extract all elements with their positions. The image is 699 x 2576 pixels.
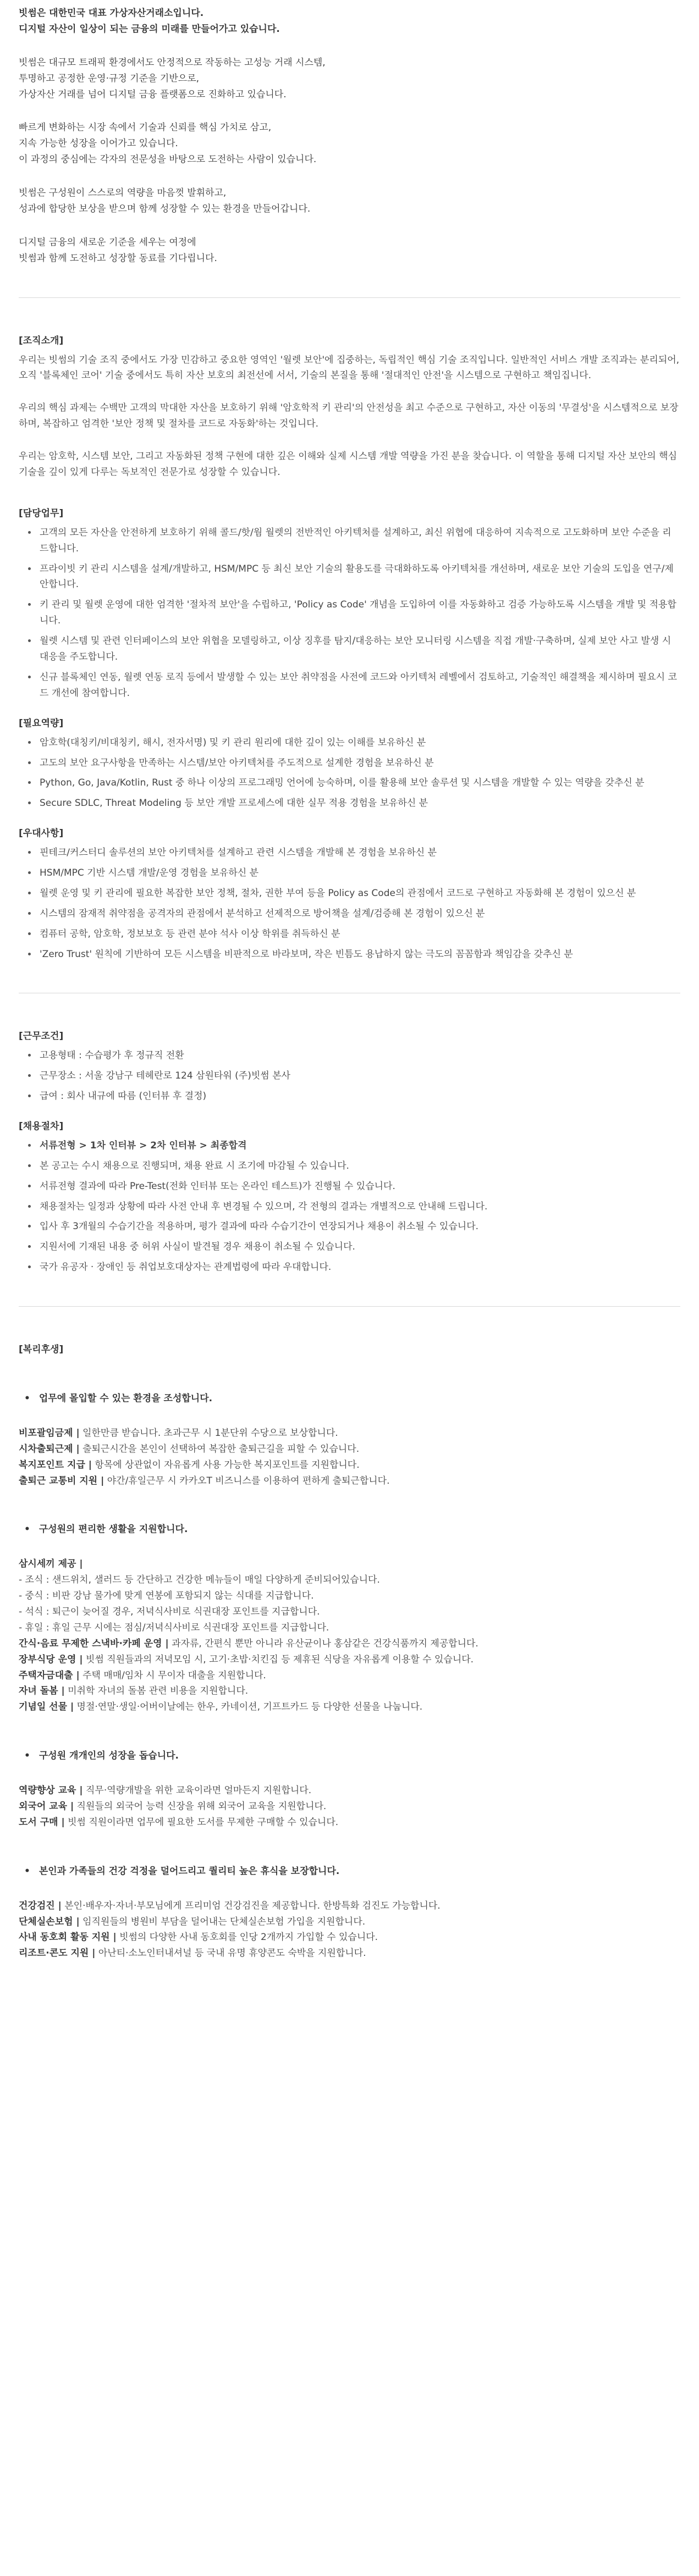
list-item: • 본 공고는 수시 채용으로 진행되며, 채용 완료 시 조기에 마감될 수 있습니다. [37, 1158, 680, 1174]
benefit-line [19, 1425, 680, 1441]
list-item: • 시스템의 잠재적 취약점을 공격자의 관점에서 분석하고 선제적으로 방어책을 설계/검증해 본 경험이 있으신 분 [37, 906, 680, 922]
benefits-section [19, 1342, 680, 1961]
duties-title: [담당업무] [19, 507, 64, 519]
intro-line: 성과에 합당한 보상을 받으며 함께 성장할 수 있는 환경을 만들어갑니다. [19, 203, 311, 215]
intro-line: 디지털 금융의 새로운 기준을 세우는 여정에 [19, 236, 196, 248]
intro-title [19, 5, 680, 37]
benefit-line [19, 1556, 680, 1572]
benefit-label: 장부식당 운영 | [19, 1654, 83, 1665]
benefit-text: 직무·역량개발을 위한 교육이라면 얼마든지 지원합니다. [82, 1785, 312, 1796]
list-item: • 신규 블록체인 연동, 월렛 연동 로직 등에서 발생할 수 있는 보안 취약점을 사전에 코드와 아키텍처 레벨에서 검토하고, 기술적인 해결책을 제시하며 필요시 코드 개선에 참여합니다. [37, 670, 680, 701]
intro-title-line: 빗썸은 대한민국 대표 가상자산거래소입니다. [19, 8, 204, 19]
preferred-title: [우대사항] [19, 828, 64, 839]
benefit-line [19, 1441, 680, 1457]
benefit-text: 출퇴근시간을 본인이 선택하여 복잡한 출퇴근길을 피할 수 있습니다. [79, 1443, 360, 1455]
list-item: • 핀테크/커스터디 솔루션의 보안 아키텍처를 설계하고 관련 시스템을 개발해 본 경험을 보유하신 분 [37, 845, 680, 861]
benefit-label: 복지포인트 지급 | [19, 1459, 92, 1471]
benefit-line [19, 1636, 680, 1652]
org-section [19, 333, 680, 480]
benefit-label: 비포괄임금제 | [19, 1427, 80, 1439]
intro-line: 빗썸은 대규모 트래픽 환경에서도 안정적으로 작동하는 고성능 거래 시스템, [19, 57, 326, 68]
benefit-text: 주택 매매/임차 시 무이자 대출을 지원합니다. [79, 1670, 266, 1681]
list-item: • 고도의 보안 요구사항을 만족하는 시스템/보안 아키텍처를 주도적으로 설계한 경험을 보유하신 분 [37, 755, 680, 771]
section-divider [19, 1306, 680, 1307]
org-paragraph: 우리는 빗썸의 기술 조직 중에서도 가장 민감하고 중요한 영역인 '월렛 보안'에 집중하는, 독립적인 핵심 기술 조직입니다. 일반적인 서비스 개발 조직과는 분리되어, 오직 '블록체인 코어' 기술 중에서도 특히 자산 보호의 최전선에 서서, 기술의 본질을 통해 '절대적인 안전'을 시스템으로 구현하고 책임집니다. [19, 354, 680, 382]
benefit-text: 직원들의 외국어 능력 신장을 위해 외국어 교육을 지원합니다. [74, 1801, 327, 1812]
org-paragraph: 우리의 핵심 과제는 수백만 고객의 막대한 자산을 보호하기 위해 '암호학적 키 관리'의 안전성을 최고 수준으로 구현하고, 자산 이동의 '무결성'을 시스템적으로 보장하며, 복잡하고 엄격한 '보안 정책 및 절차를 코드로 자동화'하는 것입니다. [19, 402, 679, 430]
intro-title-line: 디지털 자산이 일상이 되는 금융의 미래를 만들어가고 있습니다. [19, 23, 280, 35]
intro-line: 빠르게 변화하는 시장 속에서 기술과 신뢰를 핵심 가치로 삼고, [19, 122, 272, 134]
benefit-label: 역량향상 교육 | [19, 1785, 83, 1796]
duties-list [19, 525, 680, 701]
intro-paragraph [19, 235, 680, 267]
benefit-text: 일한만큼 받습니다. 초과근무 시 1분단위 수당으로 보상합니다. [79, 1427, 338, 1439]
list-item: • 고용형태 : 수습평가 후 정규직 전환 [37, 1048, 680, 1064]
benefit-label: 자녀 돌봄 | [19, 1685, 65, 1697]
benefit-label: 간식·음료 무제한 스낵바·카페 운영 | [19, 1638, 169, 1649]
intro-line: 빗썸과 함께 도전하고 성장할 동료를 기다립니다. [19, 252, 217, 264]
list-item: • 급여 : 회사 내규에 따름 (인터뷰 후 결정) [37, 1088, 680, 1104]
benefit-label: 사내 동호회 활동 지원 | [19, 1932, 117, 1943]
benefit-line [19, 1898, 680, 1914]
duties-section [19, 506, 680, 701]
org-title: [조직소개] [19, 335, 64, 346]
list-item: • Secure SDLC, Threat Modeling 등 보안 개발 프로세스에 대한 실무 적용 경험을 보유하신 분 [37, 795, 680, 811]
benefit-line [19, 1457, 680, 1473]
conditions-list [19, 1048, 680, 1104]
benefit-line [19, 1699, 680, 1715]
benefit-line [19, 1815, 680, 1831]
benefit-text: 명절·연말·생일·어버이날에는 한우, 카네이션, 기프트카드 등 다양한 선물을 나눕니다. [74, 1701, 423, 1713]
benefit-group [19, 1391, 680, 1489]
benefit-group-head: • 구성원 개개인의 성장을 돕습니다. [19, 1748, 680, 1764]
list-item: • 프라이빗 키 관리 시스템을 설계/개발하고, HSM/MPC 등 최신 보안 기술의 활용도를 극대화하도록 아키텍처를 개선하며, 새로운 보안 기술의 도입을 연구/제안합니다. [37, 561, 680, 593]
process-section [19, 1119, 680, 1275]
benefit-sub-line: - 휴일 : 휴일 근무 시에는 점심/저녁식사비로 식권대장 포인트를 지급합니다. [19, 1622, 329, 1633]
benefit-label: 출퇴근 교통비 지원 | [19, 1475, 104, 1486]
list-item: • 국가 유공자 · 장애인 등 취업보호대상자는 관계법령에 따라 우대합니다. [37, 1259, 680, 1275]
intro-section [19, 5, 680, 267]
intro-line: 이 과정의 중심에는 각자의 전문성을 바탕으로 도전하는 사람이 있습니다. [19, 154, 317, 165]
benefit-label: 리조트·콘도 지원 | [19, 1948, 96, 1959]
benefit-line [19, 1668, 680, 1684]
list-item: • 'Zero Trust' 원칙에 기반하여 모든 시스템을 비판적으로 바라보며, 작은 빈틈도 용납하지 않는 극도의 꼼꼼함과 책임감을 갖추신 분 [37, 947, 680, 963]
benefit-line [19, 1945, 680, 1961]
list-item: • 지원서에 기재된 내용 중 허위 사실이 발견될 경우 채용이 취소될 수 있습니다. [37, 1239, 680, 1255]
benefit-text: 빗썸의 다양한 사내 동호회를 인당 2개까지 가입할 수 있습니다. [116, 1932, 378, 1943]
benefit-line [19, 1652, 680, 1668]
requirements-list [19, 735, 680, 812]
conditions-title: [근무조건] [19, 1031, 64, 1042]
benefit-line [19, 1783, 680, 1799]
benefit-line [19, 1799, 680, 1815]
list-item: • 암호학(대칭키/비대칭키, 해시, 전자서명) 및 키 관리 원리에 대한 깊이 있는 이해를 보유하신 분 [37, 735, 680, 751]
benefit-group-head: • 업무에 몰입할 수 있는 환경을 조성합니다. [19, 1391, 680, 1407]
intro-paragraph [19, 120, 680, 168]
benefit-text: 아난티·소노인터내셔널 등 국내 유명 휴양콘도 숙박을 지원합니다. [95, 1948, 366, 1959]
benefit-label: 삼시세끼 제공 | [19, 1558, 83, 1570]
benefit-sub-line: - 중식 : 비판 강남 물가에 맞게 연봉에 포함되지 않는 식대를 지급합니다. [19, 1590, 314, 1602]
benefit-sub-line: - 조식 : 샌드위치, 샐러드 등 간단하고 건강한 메뉴들이 매일 다양하게 준비되어있습니다. [19, 1574, 380, 1586]
intro-line: 빗썸은 구성원이 스스로의 역량을 마음껏 발휘하고, [19, 187, 227, 199]
preferred-section [19, 826, 680, 962]
list-item: • Python, Go, Java/Kotlin, Rust 중 하나 이상의 프로그래밍 언어에 능숙하며, 이를 활용해 보안 솔루션 및 시스템을 개발할 수 있는 역량을 갖추신 분 [37, 775, 680, 791]
benefit-label: 건강검진 | [19, 1900, 62, 1911]
benefit-label: 기념일 선물 | [19, 1701, 74, 1713]
intro-line: 투명하고 공정한 운영·규정 기준을 기반으로, [19, 73, 200, 84]
list-item: • 입사 후 3개월의 수습기간을 적용하며, 평가 결과에 따라 수습기간이 연장되거나 채용이 취소될 수 있습니다. [37, 1219, 680, 1235]
benefit-text: 본인·배우자·자녀·부모님에게 프리미엄 건강검진을 제공합니다. 한방특화 검진도 가능합니다. [61, 1900, 441, 1911]
benefits-title: [복리후생] [19, 1344, 64, 1356]
process-title: [채용절차] [19, 1120, 64, 1132]
benefit-sub-line: - 석식 : 퇴근이 늦어질 경우, 저녁식사비로 식권대장 포인트를 지급합니다. [19, 1606, 320, 1617]
requirements-title: [필요역량] [19, 717, 64, 729]
list-item: • 근무장소 : 서울 강남구 테헤란로 124 삼원타워 (주)빗썸 본사 [37, 1068, 680, 1084]
list-item: • 서류전형 결과에 따라 Pre-Test(전화 인터뷰 또는 온라인 테스트)가 진행될 수 있습니다. [37, 1179, 680, 1195]
process-steps: • 서류전형 > 1차 인터뷰 > 2차 인터뷰 > 최종합격 [37, 1138, 680, 1154]
list-item: • HSM/MPC 기반 시스템 개발/운영 경험을 보유하신 분 [37, 865, 680, 881]
intro-line: 가상자산 거래를 넘어 디지털 금융 플랫폼으로 진화하고 있습니다. [19, 89, 287, 100]
intro-line: 지속 가능한 성장을 이어가고 있습니다. [19, 138, 178, 150]
benefit-text: 야간/휴일근무 시 카카오T 비즈니스를 이용하여 편하게 출퇴근합니다. [104, 1475, 390, 1486]
conditions-section [19, 1029, 680, 1104]
benefit-group-head: • 구성원의 편리한 생활을 지원합니다. [19, 1522, 680, 1538]
benefit-text: 빗썸 직원이라면 업무에 필요한 도서를 무제한 구매할 수 있습니다. [64, 1816, 339, 1828]
benefit-group [19, 1748, 680, 1831]
benefit-label: 시차출퇴근제 | [19, 1443, 80, 1455]
benefit-line [19, 1914, 680, 1930]
benefit-line [19, 1473, 680, 1489]
list-item: • 컴퓨터 공학, 암호학, 정보보호 등 관련 분야 석사 이상 학위를 취득하신 분 [37, 926, 680, 942]
list-item: • 월렛 운영 및 키 관리에 필요한 복잡한 보안 정책, 절차, 권한 부여 등을 Policy as Code의 관점에서 코드로 구현하고 자동화해 본 경험이 있으신 분 [37, 886, 680, 902]
benefit-text: 빗썸 직원들과의 저녁모임 시, 고기·초밥·치킨집 등 제휴된 식당을 자유롭게 이용할 수 있습니다. [82, 1654, 474, 1665]
benefit-label: 외국어 교육 | [19, 1801, 74, 1812]
benefit-label: 도서 구매 | [19, 1816, 65, 1828]
process-list [19, 1138, 680, 1275]
preferred-list [19, 845, 680, 962]
benefit-text: 과자류, 간편식 뿐만 아니라 유산균이나 홍삼같은 건강식품까지 제공합니다. [168, 1638, 478, 1649]
benefit-label: 주택자금대출 | [19, 1670, 80, 1681]
list-item: • 월렛 시스템 및 관련 인터페이스의 보안 위협을 모델링하고, 이상 징후를 탐지/대응하는 보안 모니터링 시스템을 직접 개발·구축하며, 실제 보안 사고 발생 시 대응을 주도합니다. [37, 633, 680, 665]
benefit-group [19, 1522, 680, 1715]
benefit-text: 미취학 자녀의 돌봄 관련 비용을 지원합니다. [64, 1685, 249, 1697]
benefit-group-head: • 본인과 가족들의 건강 걱정을 덜어드리고 퀄리티 높은 휴식을 보장합니다. [19, 1864, 680, 1880]
benefit-text: 임직원들의 병원비 부담을 덜어내는 단체실손보험 가입을 지원합니다. [79, 1916, 366, 1927]
list-item: • 채용절차는 일정과 상황에 따라 사전 안내 후 변경될 수 있으며, 각 전형의 결과는 개별적으로 안내해 드립니다. [37, 1199, 680, 1215]
list-item: • 고객의 모든 자산을 안전하게 보호하기 위해 콜드/핫/웜 월렛의 전반적인 아키텍처를 설계하고, 최신 위협에 대응하여 지속적으로 고도화하며 보안 수준을 리드합니다. [37, 525, 680, 557]
benefit-line [19, 1683, 680, 1699]
requirements-section [19, 716, 680, 811]
intro-paragraph [19, 185, 680, 217]
benefit-group [19, 1864, 680, 1961]
intro-paragraph [19, 55, 680, 103]
benefit-label: 단체실손보험 | [19, 1916, 80, 1927]
list-item: • 키 관리 및 월렛 운영에 대한 엄격한 '절차적 보안'을 수립하고, 'Policy as Code' 개념을 도입하여 이를 자동화하고 검증 가능하도록 시스템을 개발 및 적용합니다. [37, 597, 680, 629]
org-paragraph: 우리는 암호학, 시스템 보안, 그리고 자동화된 정책 구현에 대한 깊은 이해와 실제 시스템 개발 역량을 가진 분을 찾습니다. 이 역할을 통해 디지털 자산 보안의 핵심 기술을 깊이 있게 다루는 독보적인 전문가로 성장할 수 있습니다. [19, 451, 677, 478]
benefit-text: 항목에 상관없이 자유롭게 사용 가능한 복지포인트를 지원합니다. [92, 1459, 360, 1471]
benefit-line [19, 1930, 680, 1945]
section-divider [19, 297, 680, 298]
